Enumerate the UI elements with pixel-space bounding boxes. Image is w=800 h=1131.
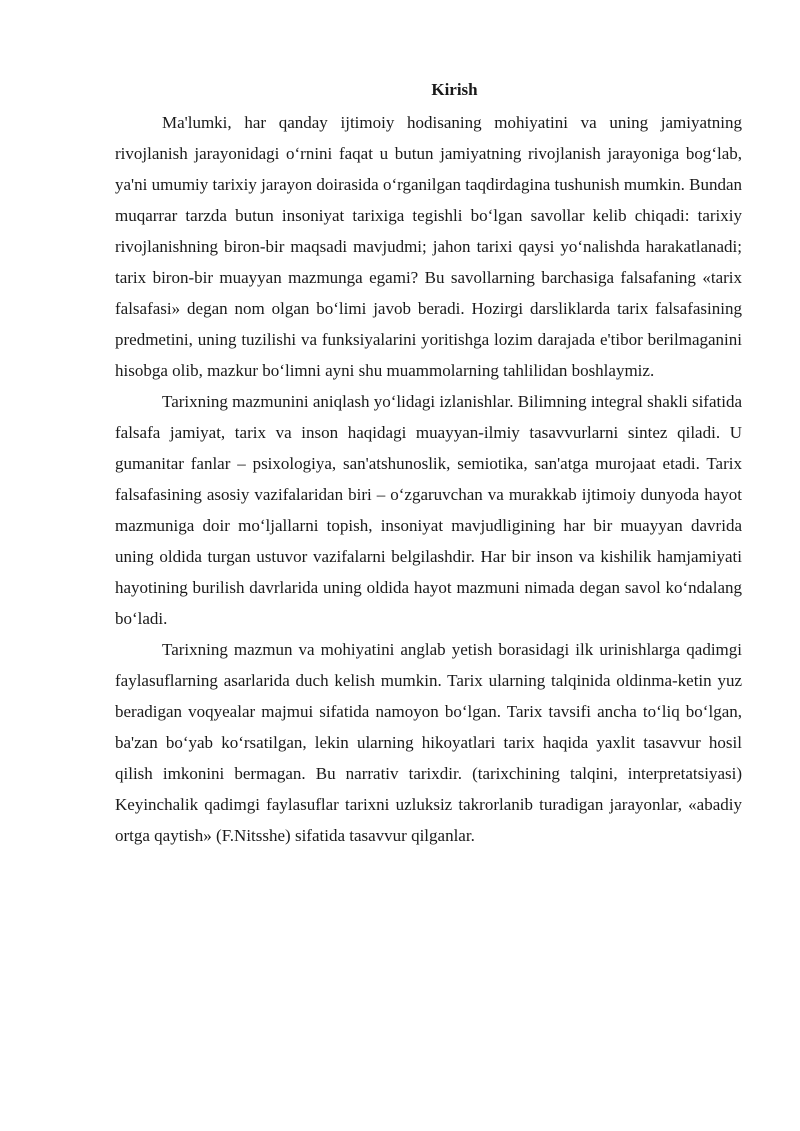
paragraph-3: Tarixning mazmun va mohiyatini anglab yetish borasidagi ilk urinishlarga qadimgi faylasuflarning asarlarida duch kelish mumkin. Tarix ularning talqinida oldinma-ketin yuz beradigan voqyealar majmui sifatida namoyon bo‘lgan. Tarix tavsifi ancha to‘liq bo‘lgan, ba'zan bo‘yab ko‘rsatilgan, lekin ularning hikoyatlari tarix haqida yaxlit tasavvur hosil qilish imkonini bermagan. Bu narrativ tarixdir. (tarixchining talqini, interpretatsiyasi) Keyinchalik qadimgi faylasuflar tarixni uzluksiz takrorlanib turadigan jarayonlar, «abadiy ortga qaytish» (F.Nitsshe) sifatida tasavvur qilganlar. — [115, 640, 742, 845]
section-title: Kirish — [431, 80, 478, 99]
paragraph-2: Tarixning mazmunini aniqlash yo‘lidagi izlanishlar. Bilimning integral shakli sifatida falsafa jamiyat, tarix va inson haqidagi muayyan-ilmiy tasavvurlarni sintez qiladi. U gumanitar fanlar – psixologiya, san'atshunoslik, semiotika, san'atga murojaat etadi. Tarix falsafasining asosiy vazifalaridan biri – o‘zgaruvchan va murakkab ijtimoiy dunyoda hayot mazmuniga doir mo‘ljallarni topish, insoniyat mavjudligining har bir muayyan davrida uning oldida turgan ustuvor vazifalarni belgilashdir. Har bir inson va kishilik hamjamiyati hayotining burilish davrlarida uning oldida hayot mazmuni nimada degan savol ko‘ndalang bo‘ladi. — [115, 392, 743, 628]
paragraph-1: Ma'lumki, har qanday ijtimoiy hodisaning mohiyatini va uning jamiyatning rivojlanish jarayonidagi o‘rnini faqat u butun jamiyatning rivojlanish jarayoniga bog‘lab, ya'ni umumiy tarixiy jarayon doirasida o‘rganilgan taqdirdagina tushunish mumkin. Bundan muqarrar tarzda butun insoniyat tarixiga tegishli bo‘lgan savollar kelib chiqadi: tarixiy rivojlanishning biron-bir maqsadi mavjudmi; jahon tarixi qaysi yo‘nalishda harakatlanadi; tarix biron-bir muayyan mazmunga egami? Bu savollarning barchasiga falsafaning «tarix falsafasi» degan nom olgan bo‘limi javob beradi. Hozirgi darsliklarda tarix falsafasining predmetini, uning tuzilishi va funksiyalarini yoritishga lozim darajada e'tibor berilmaganini hisobga olib, mazkur bo‘limni ayni shu muammolarning tahlilidan boshlaymiz. — [115, 113, 742, 380]
document-page — [115, 74, 742, 851]
